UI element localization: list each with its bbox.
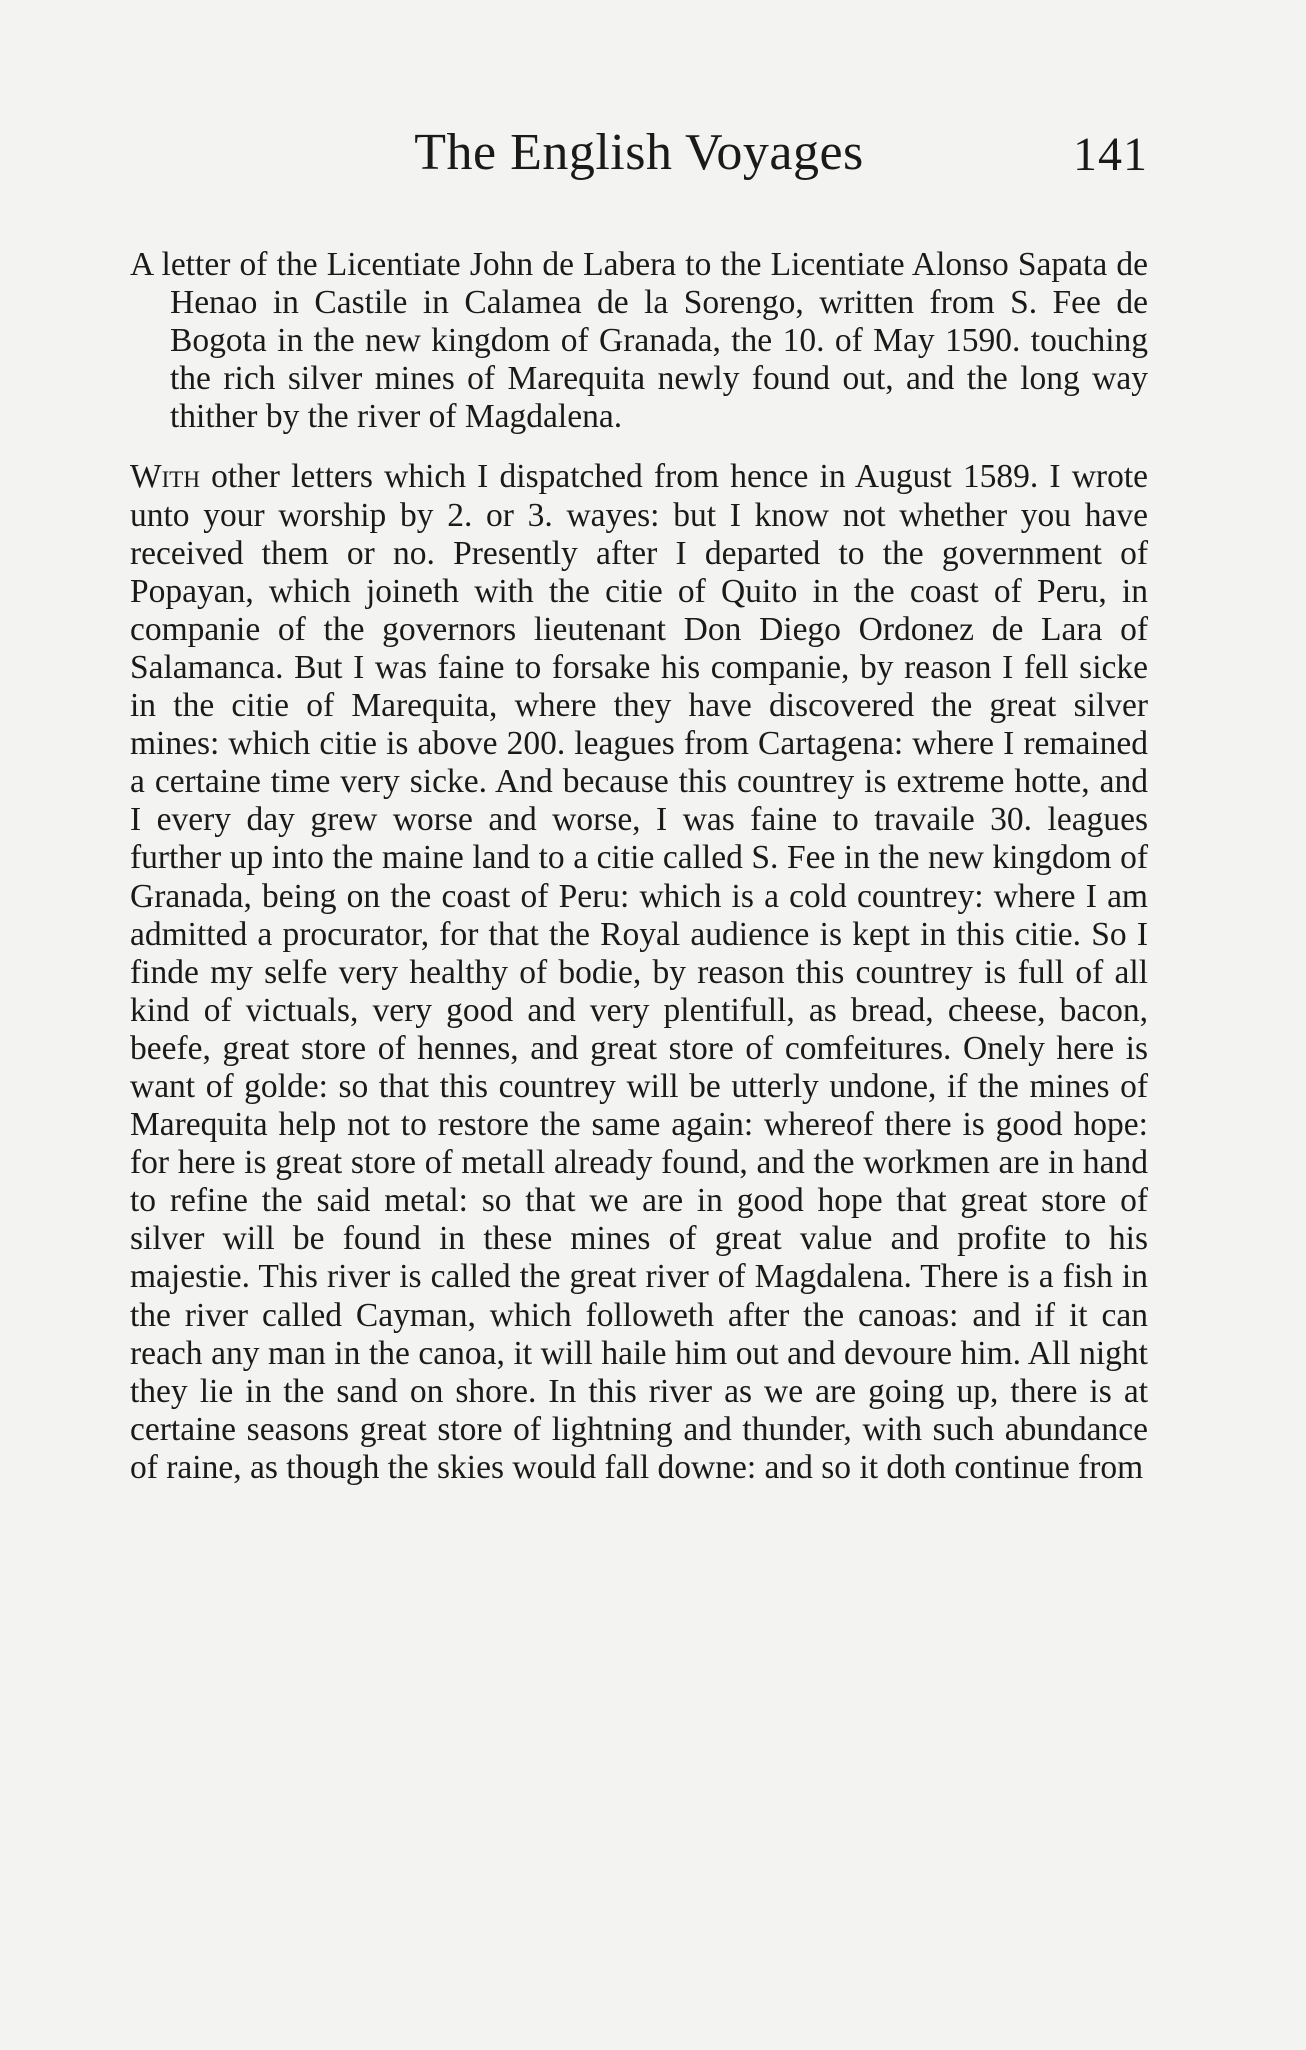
running-head: The English Voyages (414, 124, 864, 181)
page-number: 141 (1073, 128, 1148, 181)
text-block (130, 246, 1148, 1487)
letter-body (130, 458, 1148, 1487)
letter-heading: A letter of the Licentiate John de Labera to the Licentiate Alonso Sapata de Henao in Castile in Calamea de la Sorengo, written from S. Fee de Bogota in the new kingdom of Granada, the 10. of May 1590. touching the rich silver mines of Marequita newly found out, and the long way thither by the river of Magdalena. (130, 246, 1148, 436)
page-header (130, 118, 1148, 188)
opening-word: With (130, 458, 200, 496)
body-text: other letters which I dispatched from hence in August 1589. I wrote unto your worship by 2. or 3. wayes: but I know not whether you have received them or no. Presently after I departed to the government of Popayan, which joineth with the citie of Quito in the coast of Peru, in companie of the governors lieutenant Don Diego Ordonez de Lara of Salamanca. But I was faine to forsake his companie, by reason I fell sicke in the citie of Marequita, where they have discovered the great silver mines: which citie is above 200. leagues from Cartagena: where I remained a certaine time very sicke. And because this countrey is extreme hotte, and I every day grew worse and worse, I was faine to travaile 30. leagues further up into the maine land to a citie called S. Fee in the new kingdom of Granada, being on the coast of Peru: which is a cold countrey: where I am admitted a procurator, for that the Royal audience is kept in this citie. So I finde my selfe very healthy of bodie, by reason this countrey is full of all kind of victuals, very good and very plentifull, as bread, cheese, bacon, beefe, great store of hennes, and great store of comfeitures. Onely here is want of golde: so that this countrey will be utterly undone, if the mines of Marequita help not to restore the same again: whereof there is good hope: for here is great store of metall already found, and the workmen are in hand to refine the said metal: so that we are in good hope that great store of silver will be found in these mines of great value and profite to his majestie. This river is called the great river of Magdalena. There is a fish in the river called Cayman, which followeth after the canoas: and if it can reach any man in the canoa, it will haile him out and devoure him. All night they lie in the sand on shore. In this river as we are going up, there is at certaine seasons great store of lightning and thunder, with such abundance of raine, as though the skies would fall downe: and so it doth continue from (130, 458, 1148, 1486)
